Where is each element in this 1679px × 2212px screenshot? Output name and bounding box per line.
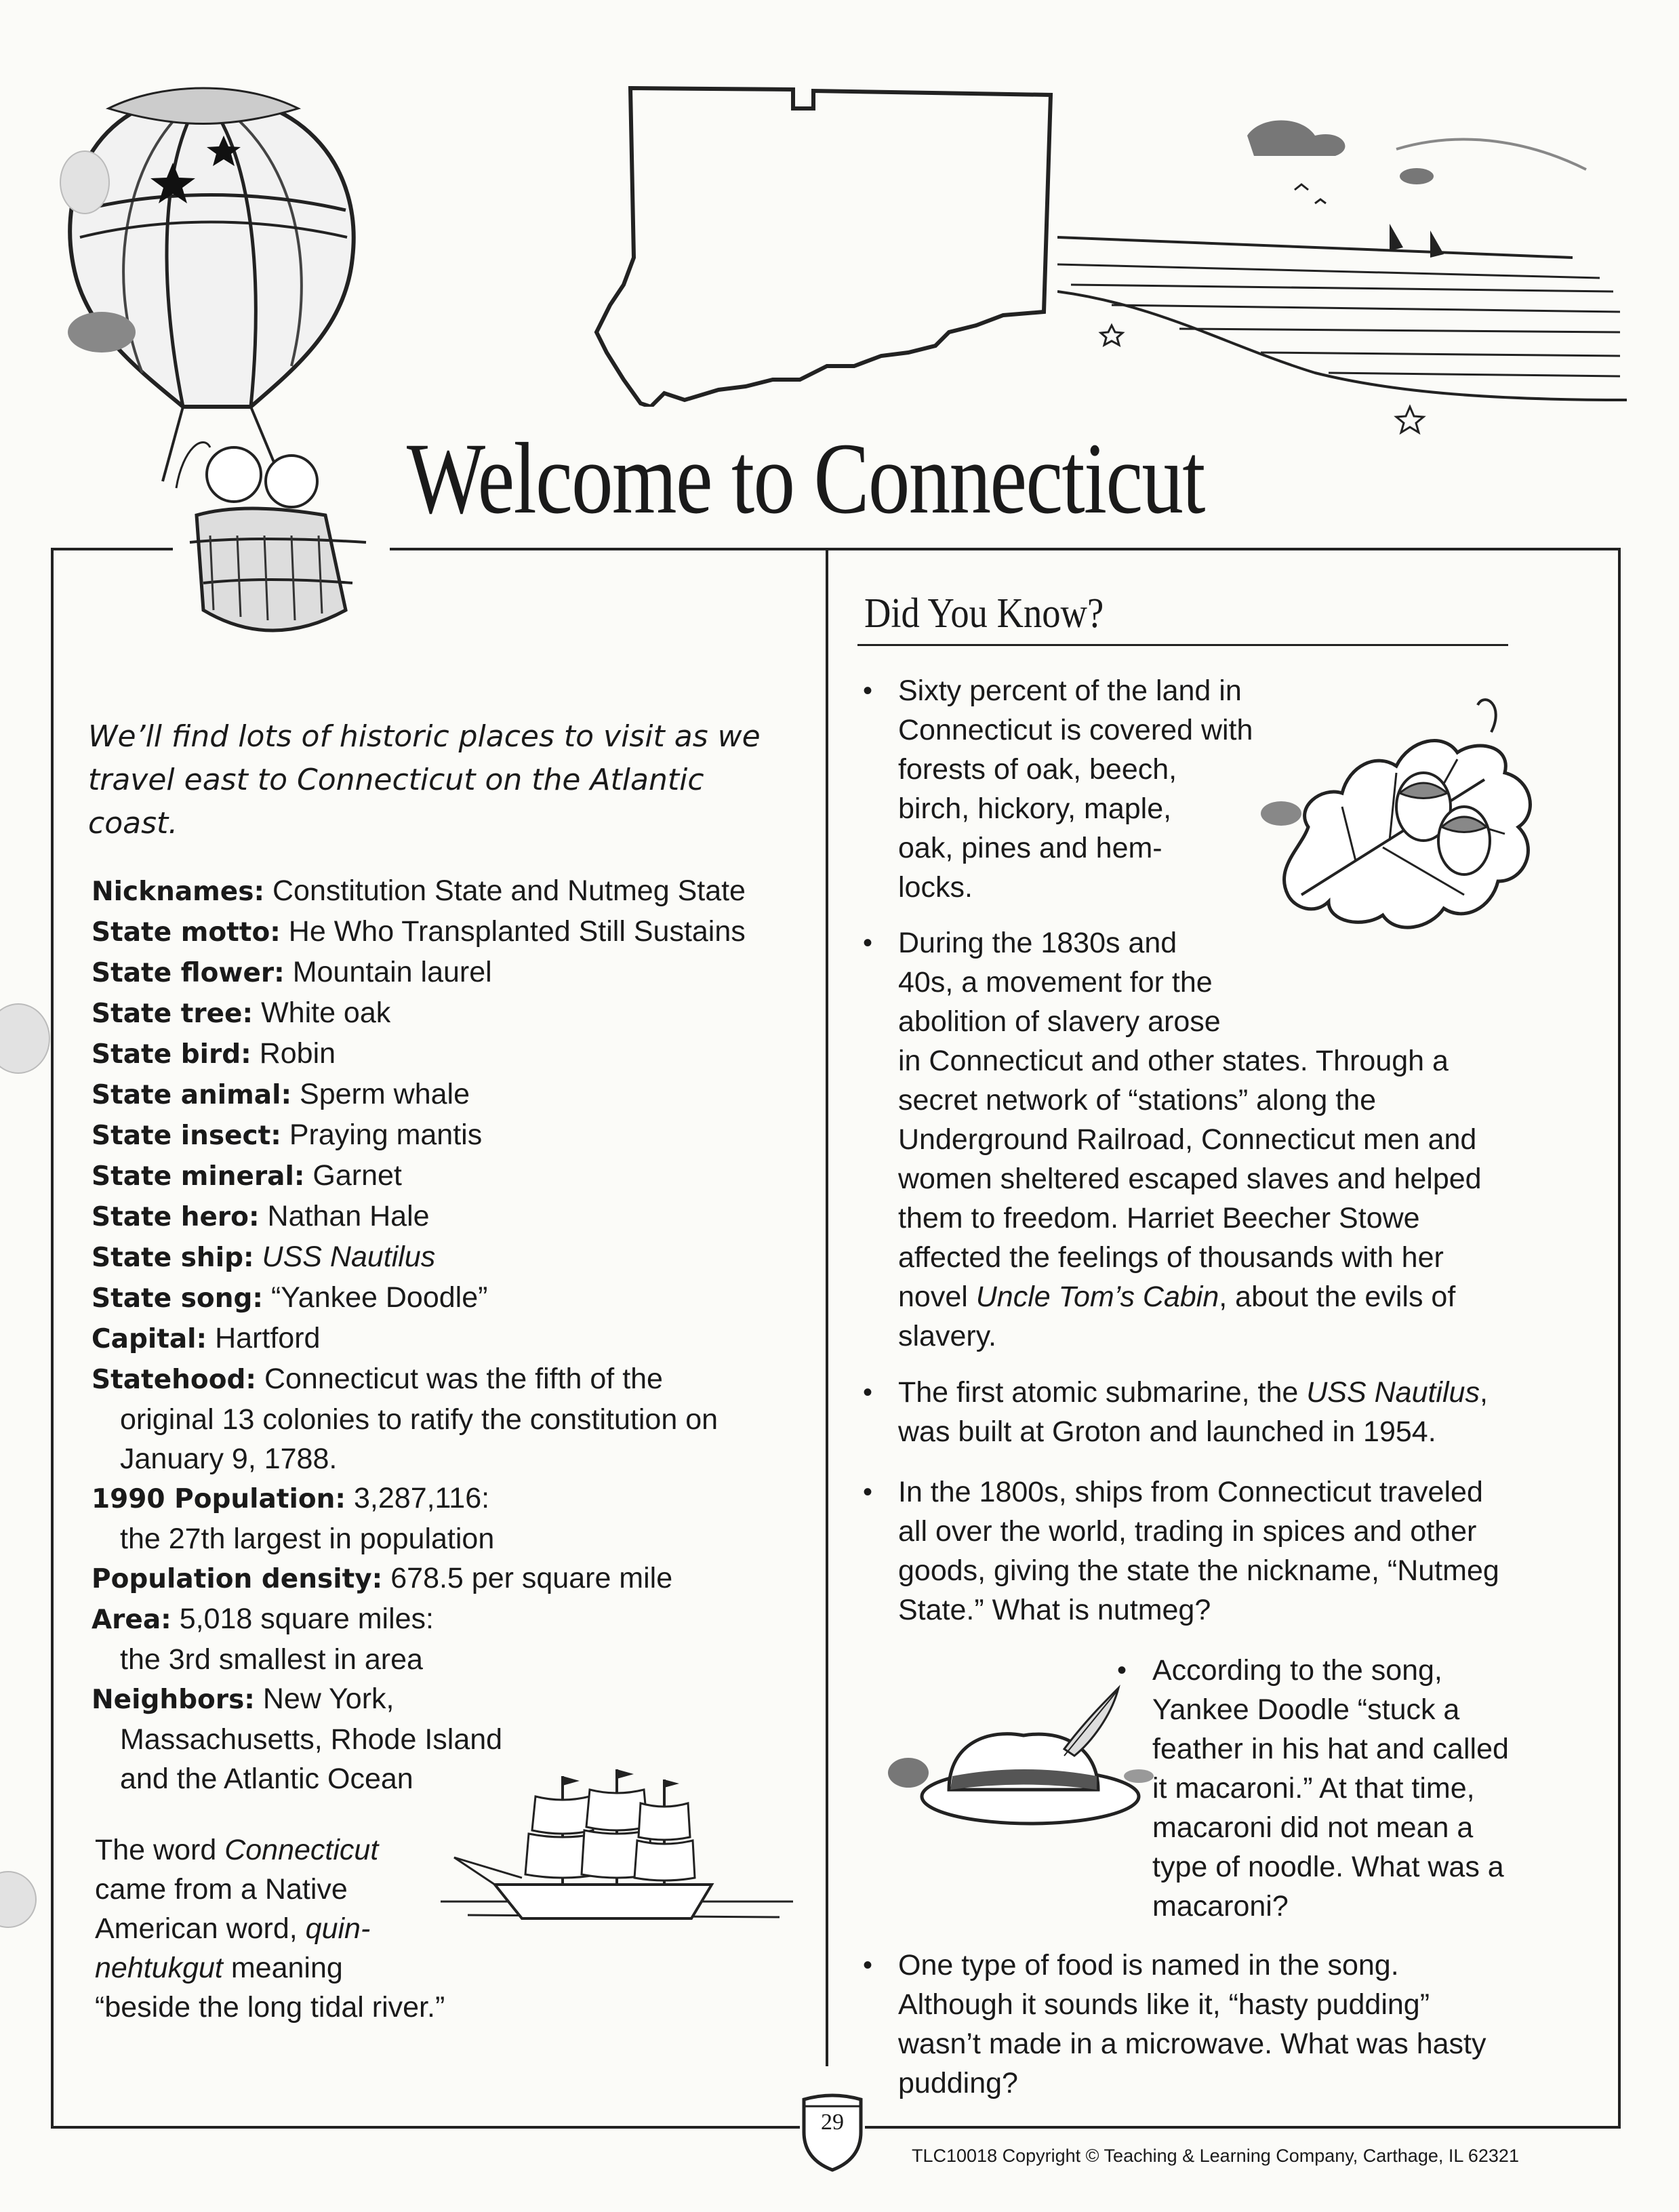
bullet-text: novel xyxy=(898,1281,976,1313)
bullet-text: type of noodle. What was a xyxy=(1152,1851,1504,1883)
fact-continuation: and the Atlantic Ocean xyxy=(120,1763,413,1795)
bullet-text: all over the world, trading in spices and other xyxy=(898,1515,1477,1548)
fact-item xyxy=(92,993,837,1034)
fact-label: State tree: xyxy=(92,999,254,1029)
bullet-text: abolition of slavery arose xyxy=(898,1005,1221,1038)
word-note-text: American word, xyxy=(95,1912,306,1945)
intro-text: We’ll find lots of historic places to visit as we travel east to Connecticut on the Atlantic coast. xyxy=(88,719,761,841)
fact-value: Nathan Hale xyxy=(267,1200,430,1232)
bullet-dot: • xyxy=(863,1378,873,1407)
fact-item xyxy=(92,1278,837,1319)
bullet-text: , xyxy=(1479,1376,1488,1409)
fact-label: Population density: xyxy=(92,1564,383,1594)
fact-value: Constitution State and Nutmeg State xyxy=(272,874,746,907)
word-note-italic: Connecticut xyxy=(224,1834,379,1866)
fact-value: Hartford xyxy=(215,1322,321,1354)
frame-bottom-left xyxy=(51,2126,800,2129)
bullet-dot: • xyxy=(1117,1655,1127,1685)
fact-label: Area: xyxy=(92,1605,171,1635)
bullet-nautilus xyxy=(863,1373,1488,1451)
fact-value: He Who Transplanted Still Sustains xyxy=(288,915,746,948)
bullet-text: , about the evils of xyxy=(1219,1281,1456,1313)
fact-value: New York, xyxy=(262,1683,395,1715)
fact-label: State hero: xyxy=(92,1202,260,1232)
page-title: Welcome to Connecticut xyxy=(407,422,1205,535)
fact-label: Statehood: xyxy=(92,1365,257,1395)
fact-item xyxy=(92,1599,837,1679)
fact-value: 5,018 square miles: xyxy=(179,1603,434,1635)
sailing-ship-illustration xyxy=(427,1763,807,1966)
fact-item xyxy=(92,1479,837,1559)
bullet-text: 40s, a movement for the xyxy=(898,966,1213,999)
fact-item xyxy=(92,912,837,952)
bullet-text: secret network of “stations” along the xyxy=(898,1084,1377,1117)
page-number: 29 xyxy=(821,2110,844,2135)
bullet-text: macaroni did not mean a xyxy=(1152,1811,1474,1844)
fact-label: State ship: xyxy=(92,1243,254,1273)
bullet-text: birch, hickory, maple, xyxy=(898,792,1172,825)
fact-value: White oak xyxy=(261,997,391,1029)
fact-item xyxy=(92,1074,837,1115)
word-note-text: came from a Native xyxy=(95,1873,348,1906)
word-note-text: “beside the long tidal river.” xyxy=(95,1991,445,2024)
bullet-text: forests of oak, beech, xyxy=(898,753,1177,786)
fact-label: State insect: xyxy=(92,1121,281,1151)
frame-left xyxy=(51,548,54,2127)
bullet-land xyxy=(863,671,1253,907)
bullet-text: locks. xyxy=(898,871,973,904)
bullet-text: macaroni? xyxy=(1152,1890,1289,1923)
frame-top-right xyxy=(390,548,1620,550)
fact-value: Mountain laurel xyxy=(292,956,492,988)
bullet-text: Yankee Doodle “stuck a xyxy=(1152,1693,1460,1726)
bullet-dot: • xyxy=(863,1950,873,1980)
bullet-text: State.” What is nutmeg? xyxy=(898,1594,1211,1626)
fact-item xyxy=(92,1359,837,1479)
bullet-text: Underground Railroad, Connecticut men and xyxy=(898,1123,1477,1156)
fact-continuation: original 13 colonies to ratify the constitution on xyxy=(120,1403,719,1436)
fact-label: State song: xyxy=(92,1283,264,1314)
fact-continuation: Massachusetts, Rhode Island xyxy=(120,1723,503,1756)
word-origin-note xyxy=(95,1830,447,2027)
bullet-hasty-pudding xyxy=(863,1946,1486,2103)
did-you-know-heading: Did You Know? xyxy=(864,590,1104,637)
bullet-dot: • xyxy=(863,928,873,958)
fact-item xyxy=(92,1237,837,1278)
fact-item xyxy=(92,1319,837,1359)
bullet-text: affected the feelings of thousands with her xyxy=(898,1241,1444,1274)
fact-item xyxy=(92,1559,837,1599)
bullet-text: Sixty percent of the land in xyxy=(898,675,1242,707)
fact-item xyxy=(92,1197,837,1237)
bullet-text: The first atomic submarine, the xyxy=(898,1376,1307,1409)
bullet-text: In the 1800s, ships from Connecticut traveled xyxy=(898,1476,1483,1508)
fact-label: State animal: xyxy=(92,1080,292,1110)
fact-item xyxy=(92,952,837,993)
bullet-text: pudding? xyxy=(898,2067,1018,2099)
fact-continuation: the 27th largest in population xyxy=(120,1523,495,1555)
punch-hole xyxy=(0,1003,50,1074)
bullet-text: Connecticut is covered with xyxy=(898,714,1253,746)
bullet-text: was built at Groton and launched in 1954. xyxy=(898,1415,1436,1448)
fact-label: State motto: xyxy=(92,917,281,948)
bullet-dot: • xyxy=(863,676,873,706)
bullet-italic: USS Nautilus xyxy=(1306,1376,1480,1409)
fact-value: Sperm whale xyxy=(300,1078,470,1110)
bullet-macaroni xyxy=(1117,1651,1509,1926)
bullet-text: women sheltered escaped slaves and helped xyxy=(898,1163,1482,1195)
fact-label: State flower: xyxy=(92,958,285,988)
fact-value: Connecticut was the fifth of the xyxy=(264,1363,663,1395)
bullet-abolition xyxy=(863,923,1482,1356)
bullet-italic: Uncle Tom’s Cabin xyxy=(975,1281,1219,1313)
oak-leaf-acorn-illustration xyxy=(1261,691,1566,963)
bullet-text: According to the song, xyxy=(1152,1654,1442,1687)
word-note-text: The word xyxy=(95,1834,225,1866)
fact-value: “Yankee Doodle” xyxy=(270,1281,488,1314)
frame-right xyxy=(1618,548,1621,2127)
punch-hole xyxy=(60,150,110,214)
bullet-dot: • xyxy=(863,1477,873,1507)
fact-value: Robin xyxy=(259,1037,336,1070)
fact-value: 678.5 per square mile xyxy=(390,1562,673,1594)
fact-item xyxy=(92,1115,837,1156)
fact-label: 1990 Population: xyxy=(92,1484,346,1514)
fact-value: 3,287,116: xyxy=(354,1482,490,1514)
fact-label: Neighbors: xyxy=(92,1685,255,1715)
frame-bottom-right xyxy=(865,2126,1621,2129)
fact-value: Praying mantis xyxy=(289,1119,483,1151)
fact-continuation: the 3rd smallest in area xyxy=(120,1643,423,1676)
fact-label: State mineral: xyxy=(92,1161,305,1192)
fact-label: State bird: xyxy=(92,1039,251,1070)
bullet-text: goods, giving the state the nickname, “Nutmeg xyxy=(898,1554,1499,1587)
connecticut-map-outline xyxy=(583,81,1057,407)
bullet-text: oak, pines and hem- xyxy=(898,832,1162,864)
bullet-text: One type of food is named in the song. xyxy=(898,1949,1399,1982)
copyright-line: TLC10018 Copyright © Teaching & Learning Company, Carthage, IL 62321 xyxy=(912,2146,1519,2166)
fact-label: Capital: xyxy=(92,1324,207,1354)
bullet-text: them to freedom. Harriet Beecher Stowe xyxy=(898,1202,1420,1234)
fact-item xyxy=(92,1034,837,1074)
bullet-text: Although it sounds like it, “hasty pudding” xyxy=(898,1988,1430,2021)
bullet-nutmeg xyxy=(863,1472,1499,1630)
bullet-text: in Connecticut and other states. Through a xyxy=(898,1045,1449,1077)
fact-item xyxy=(92,871,837,912)
fact-value: USS Nautilus xyxy=(262,1241,436,1273)
fact-item xyxy=(92,1156,837,1197)
word-note-italic: nehtukgut xyxy=(95,1952,223,1984)
seashore-illustration xyxy=(1057,88,1627,441)
feathered-hat-illustration xyxy=(881,1681,1166,1844)
bullet-text: wasn’t made in a microwave. What was hasty xyxy=(898,2028,1486,2060)
heading-rule xyxy=(857,644,1508,646)
state-facts-list xyxy=(92,871,837,1798)
fact-value: Garnet xyxy=(312,1159,402,1192)
punch-hole xyxy=(0,1871,37,1928)
bullet-text: slavery. xyxy=(898,1320,996,1352)
bullet-text: During the 1830s and xyxy=(898,927,1177,959)
bullet-text: it macaroni.” At that time, xyxy=(1152,1772,1475,1805)
word-note-text: meaning xyxy=(222,1952,343,1984)
fact-continuation: January 9, 1788. xyxy=(120,1443,338,1475)
bullet-text: feather in his hat and called xyxy=(1152,1733,1509,1765)
fact-label: Nicknames: xyxy=(92,877,265,907)
word-note-italic: quin- xyxy=(305,1912,371,1945)
